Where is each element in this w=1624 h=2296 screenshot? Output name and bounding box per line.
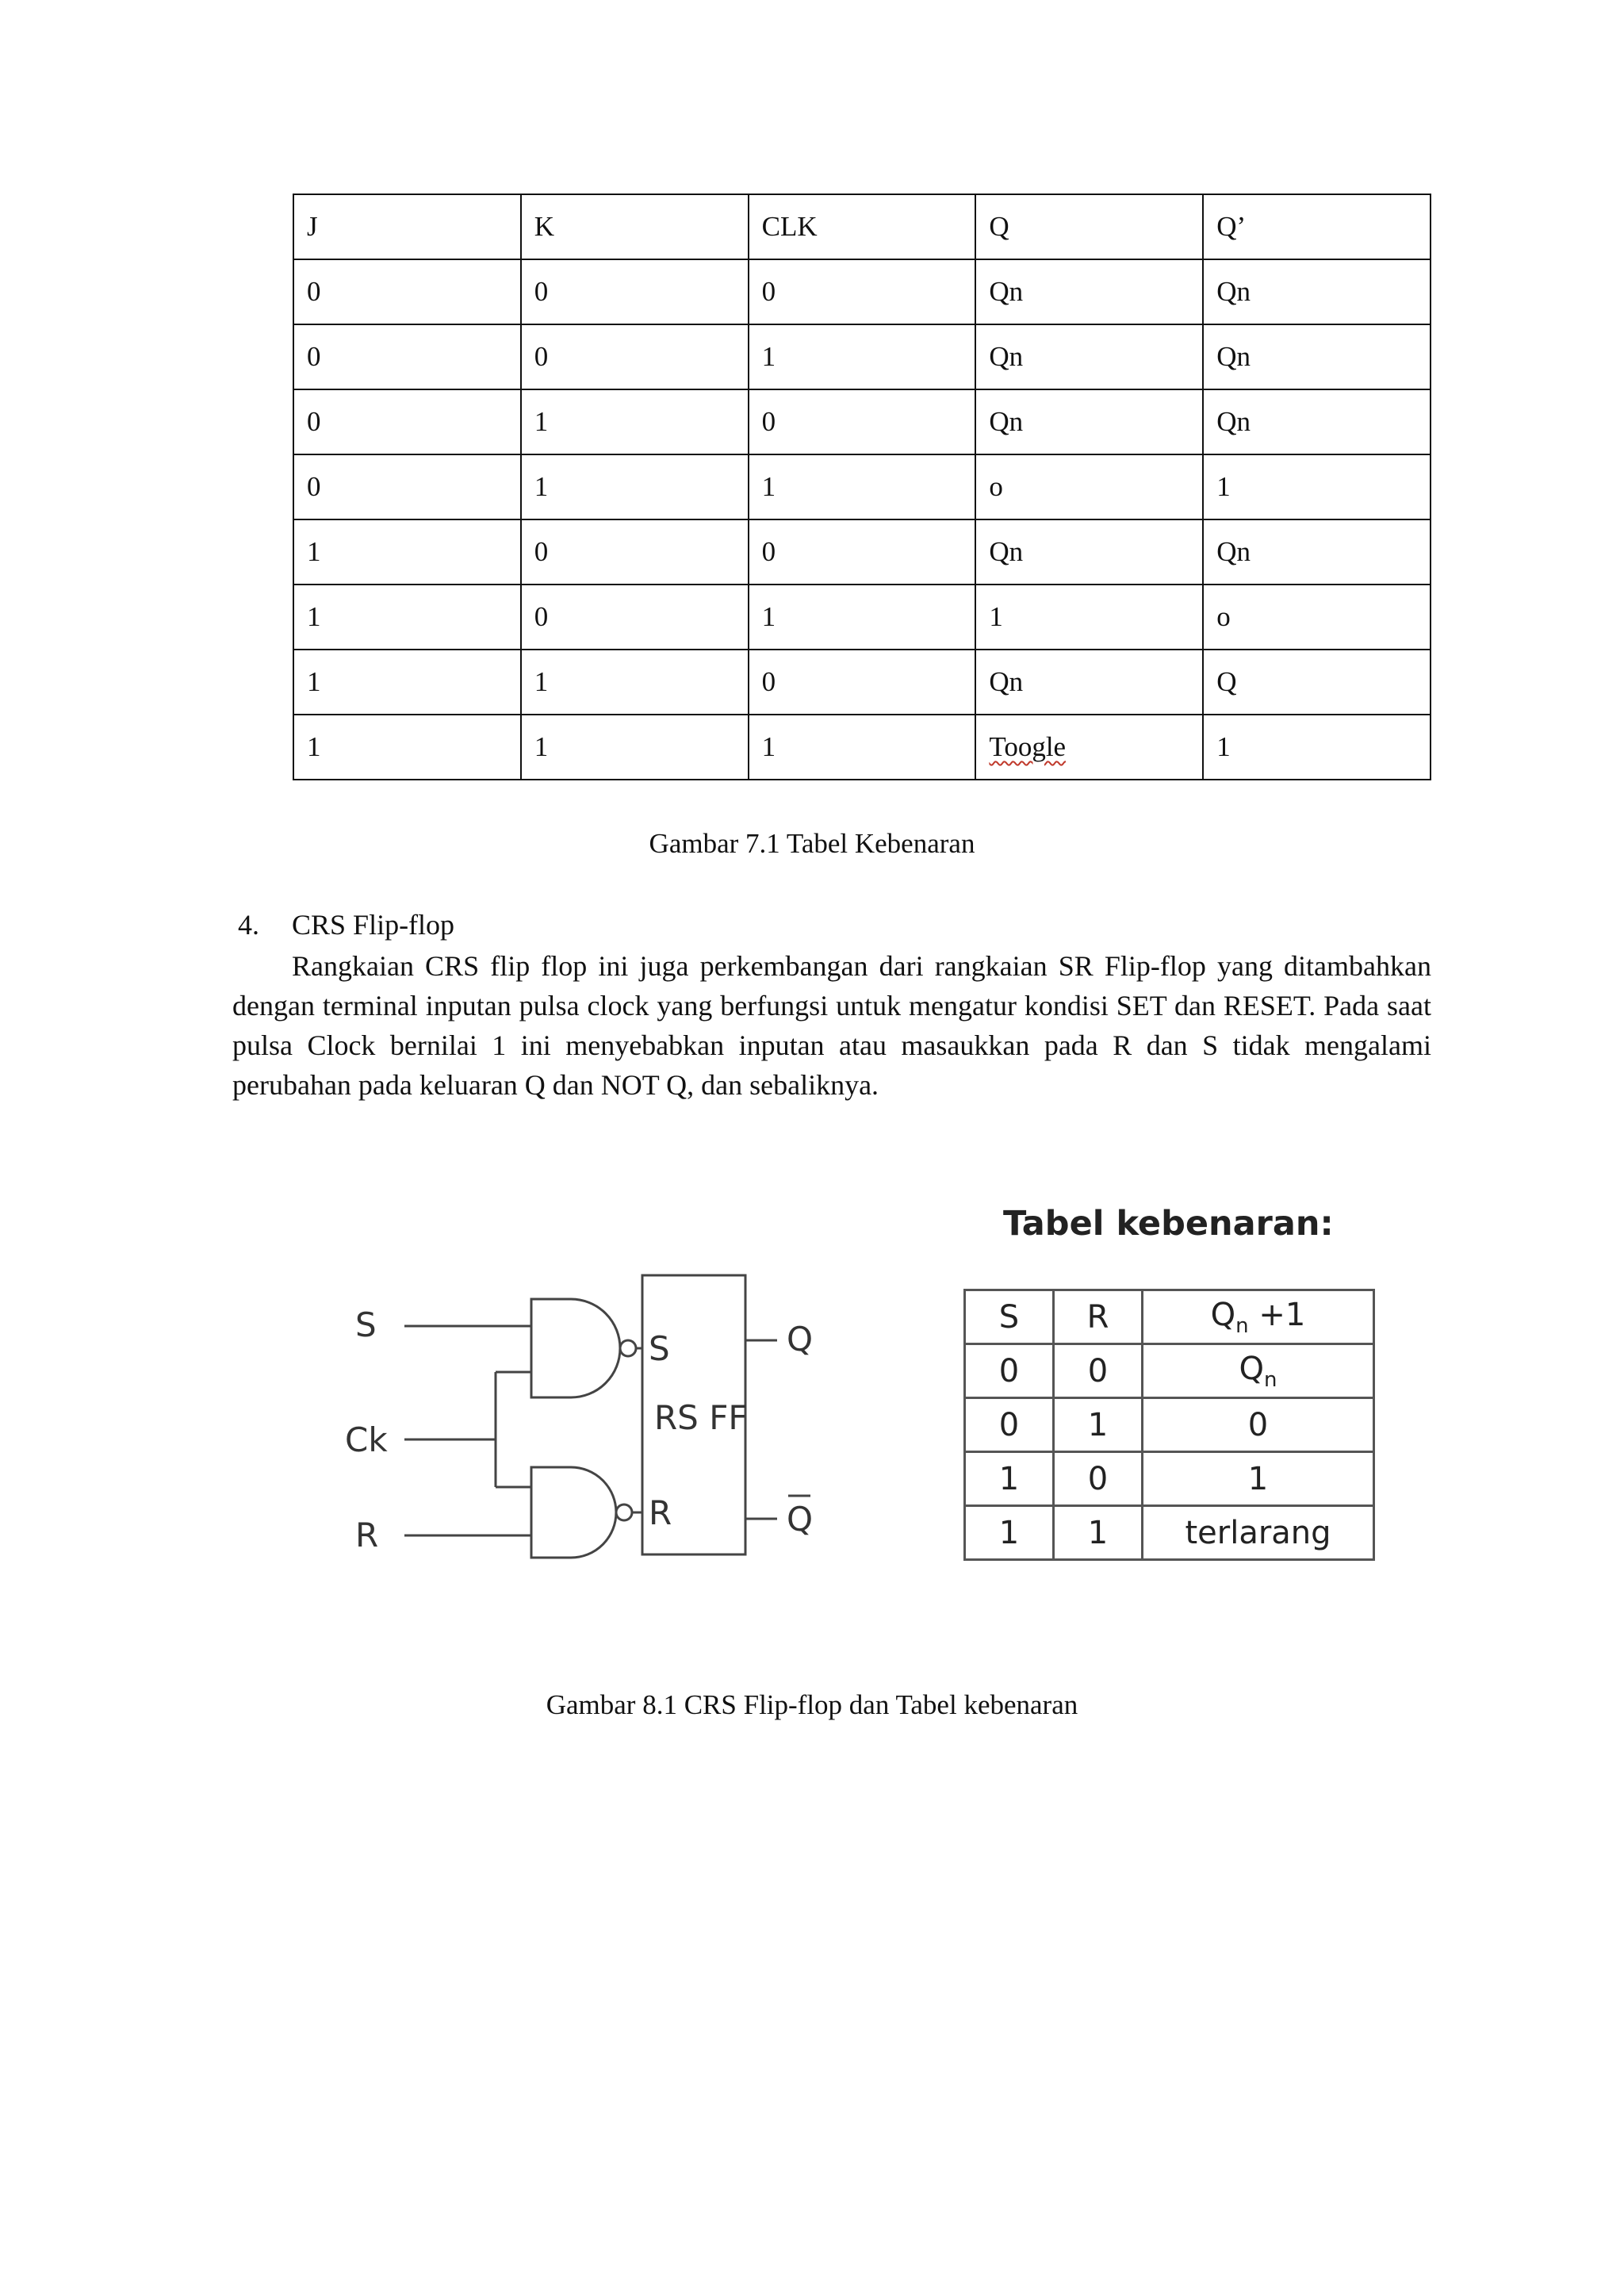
table-cell: Qn <box>975 650 1203 715</box>
label-ff-r: R <box>649 1493 672 1532</box>
figure-caption-2: Gambar 8.1 CRS Flip-flop dan Tabel kebenaran <box>546 1689 1078 1720</box>
table-row <box>293 454 1431 519</box>
header-cell: J <box>293 194 521 259</box>
section-paragraph <box>232 946 1431 1105</box>
table-cell: o <box>975 454 1203 519</box>
subscript-n: n <box>1264 1367 1277 1392</box>
nand-gate-top <box>531 1299 620 1397</box>
plus-one: +1 <box>1248 1296 1306 1333</box>
table-cell: 1 <box>293 585 521 650</box>
label-s-input: S <box>355 1305 377 1344</box>
table-row <box>965 1344 1374 1398</box>
paragraph-text: Rangkaian CRS flip flop ini juga perkembangan dari rangkaian SR Flip-flop yang ditambahkan dengan terminal inputan pulsa clock yang berfungsi untuk mengatur kondisi SET dan RESET. Pada saat pulsa Clock bernilai 1 ini menyebabkan inputan atau masaukkan pada R dan S tidak mengalami perubahan pada keluaran Q dan NOT Q, dan sebaliknya. <box>232 950 1431 1101</box>
table-cell: Qn <box>1203 259 1431 324</box>
sr-table-title: Tabel kebenaran: <box>1003 1204 1334 1244</box>
section-number: 4. <box>238 909 259 941</box>
table-cell: 0 <box>965 1344 1054 1398</box>
label-ck-input: Ck <box>345 1420 388 1459</box>
table-cell: 1 <box>293 715 521 780</box>
table-cell: 0 <box>1143 1398 1374 1452</box>
table-cell <box>1143 1344 1374 1398</box>
header-cell: Q’ <box>1203 194 1431 259</box>
table-header-row <box>293 194 1431 259</box>
table-row <box>293 324 1431 389</box>
table-cell: 0 <box>1054 1452 1143 1506</box>
crs-flipflop-diagram <box>301 1182 936 1626</box>
table-cell: o <box>1203 585 1431 650</box>
table-row <box>965 1452 1374 1506</box>
table-cell: 0 <box>1054 1344 1143 1398</box>
header-cell: S <box>965 1290 1054 1344</box>
table-row <box>293 715 1431 780</box>
table-cell: 1 <box>975 585 1203 650</box>
table-cell: 1 <box>749 715 976 780</box>
label-rs-ff: RS FF <box>654 1398 748 1437</box>
table-cell: 0 <box>749 389 976 454</box>
table-cell: Qn <box>975 324 1203 389</box>
nand-bubble-top <box>620 1340 636 1356</box>
table-cell: 1 <box>965 1506 1054 1560</box>
table-cell: 0 <box>293 454 521 519</box>
table-cell: 1 <box>1203 454 1431 519</box>
table-cell: 1 <box>521 650 749 715</box>
subscript-n: n <box>1235 1313 1249 1338</box>
table-row <box>293 519 1431 585</box>
table-cell: 1 <box>749 324 976 389</box>
figure-caption-1: Gambar 7.1 Tabel Kebenaran <box>649 828 975 859</box>
table-cell: 1 <box>521 389 749 454</box>
table-cell: 1 <box>749 585 976 650</box>
table-cell: 1 <box>293 650 521 715</box>
table-cell: 1 <box>1143 1452 1374 1506</box>
table-cell: 0 <box>749 650 976 715</box>
table-cell <box>975 715 1203 780</box>
section-heading <box>238 908 454 941</box>
table-cell: 1 <box>1054 1398 1143 1452</box>
table-row <box>293 650 1431 715</box>
table-cell: 0 <box>293 259 521 324</box>
header-cell: R <box>1054 1290 1143 1344</box>
table-cell: 1 <box>965 1452 1054 1506</box>
spellcheck-word: Toogle <box>989 731 1067 762</box>
table-cell: Qn <box>975 389 1203 454</box>
label-ff-s: S <box>649 1329 670 1368</box>
table-row <box>965 1398 1374 1452</box>
q-letter: Q <box>1239 1350 1264 1387</box>
header-cell: Q <box>975 194 1203 259</box>
table-cell: 1 <box>1203 715 1431 780</box>
table-cell: Q <box>1203 650 1431 715</box>
table-cell: 0 <box>293 389 521 454</box>
header-cell: CLK <box>749 194 976 259</box>
label-r-input: R <box>355 1516 379 1554</box>
table-row <box>965 1506 1374 1560</box>
q-letter: Q <box>1210 1296 1236 1333</box>
header-cell <box>1143 1290 1374 1344</box>
table-cell: 1 <box>1054 1506 1143 1560</box>
table-cell: 1 <box>521 715 749 780</box>
nand-gate-bottom <box>531 1467 616 1558</box>
sr-truth-table <box>963 1289 1375 1561</box>
table-cell: 0 <box>521 585 749 650</box>
label-q-output: Q <box>787 1320 814 1359</box>
table-cell: 1 <box>293 519 521 585</box>
table-cell: Qn <box>975 259 1203 324</box>
table-cell: 0 <box>521 519 749 585</box>
table-cell: 0 <box>293 324 521 389</box>
table-header-row <box>965 1290 1374 1344</box>
header-cell: K <box>521 194 749 259</box>
label-qbar-output: Q <box>787 1500 814 1539</box>
table-cell: 0 <box>749 519 976 585</box>
jk-truth-table <box>293 194 1431 780</box>
table-cell: terlarang <box>1143 1506 1374 1560</box>
table-cell: 0 <box>521 259 749 324</box>
table-row <box>293 585 1431 650</box>
table-cell: Qn <box>975 519 1203 585</box>
crs-figure <box>301 1182 1427 1626</box>
table-cell: 1 <box>521 454 749 519</box>
table-cell: 0 <box>521 324 749 389</box>
table-row <box>293 259 1431 324</box>
nand-bubble-bottom <box>616 1504 632 1520</box>
table-cell: Qn <box>1203 389 1431 454</box>
table-cell: Qn <box>1203 324 1431 389</box>
table-cell: 0 <box>965 1398 1054 1452</box>
table-cell: 1 <box>749 454 976 519</box>
table-cell: Qn <box>1203 519 1431 585</box>
table-row <box>293 389 1431 454</box>
table-cell: 0 <box>749 259 976 324</box>
section-title: CRS Flip-flop <box>292 909 455 941</box>
